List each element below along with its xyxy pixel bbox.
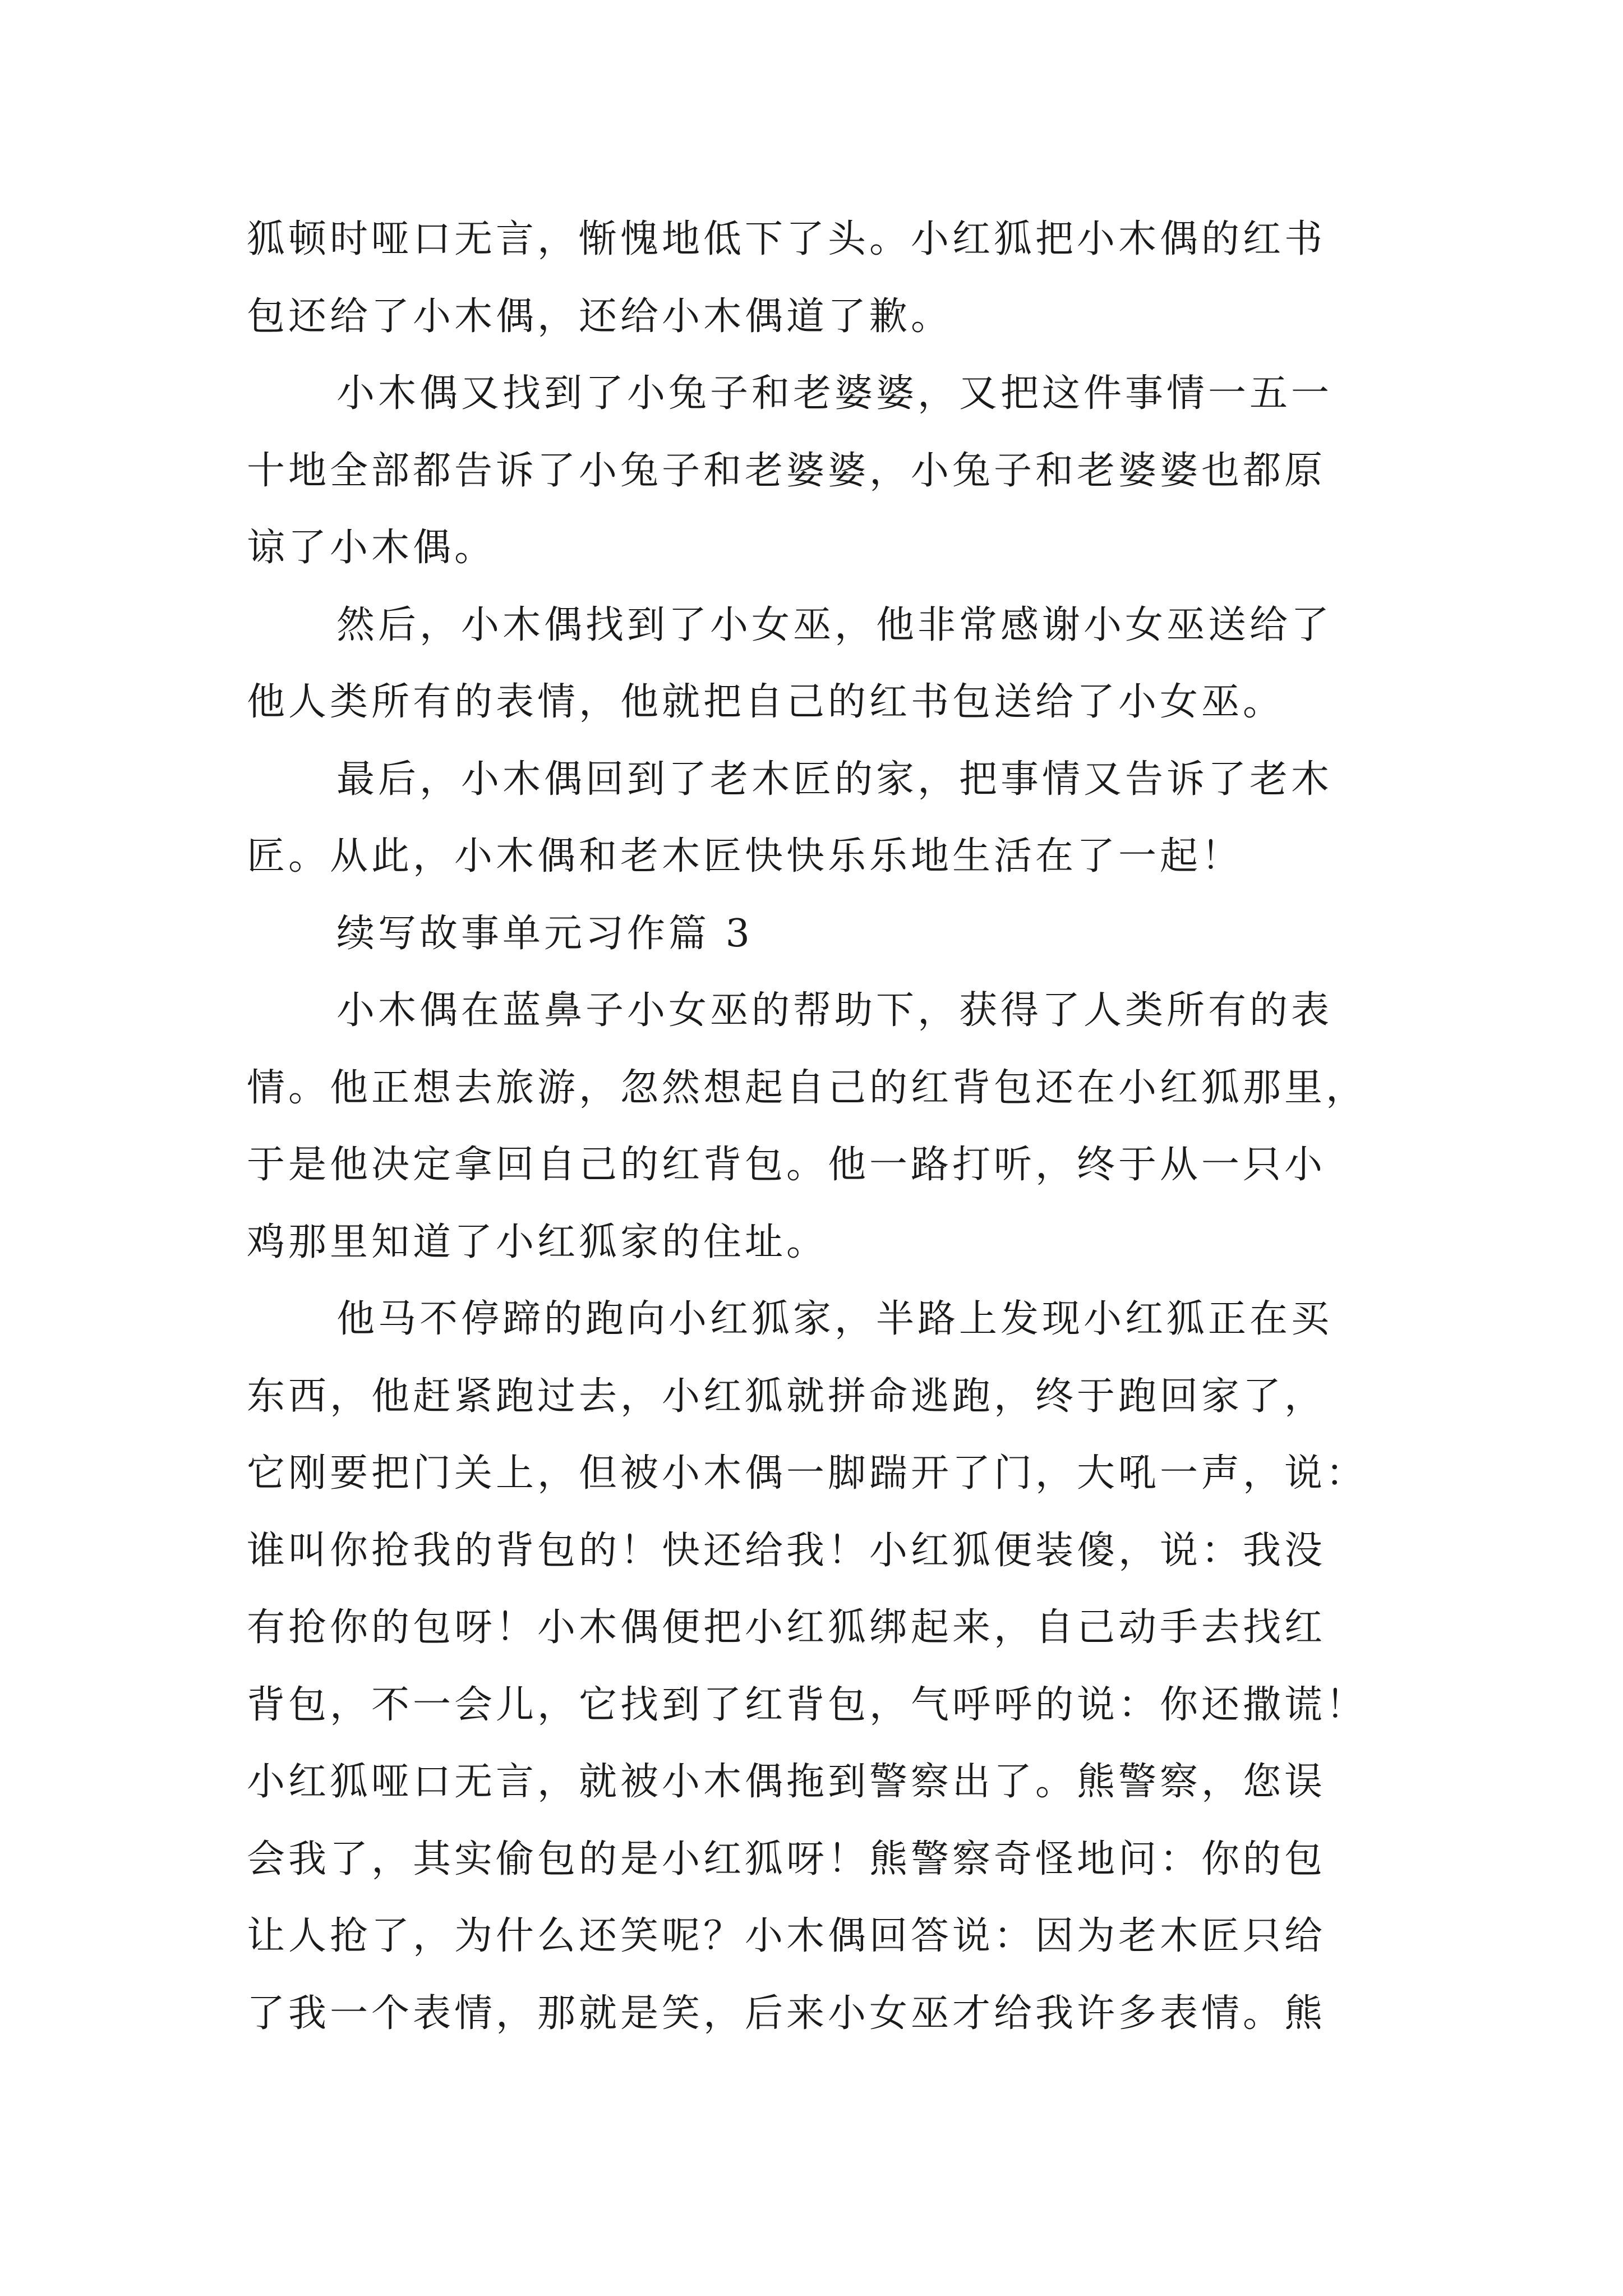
text-line: 于是他决定拿回自己的红背包。他一路打听，终于从一只小 <box>247 1143 1326 1187</box>
text-line: 背包，不一会儿，它找到了红背包，气呼呼的说：你还撒谎！ <box>247 1682 1368 1727</box>
text-line: 匠。从此，小木偶和老木匠快快乐乐地生活在了一起！ <box>247 834 1243 878</box>
text-line: 东西，他赶紧跑过去，小红狐就拼命逃跑，终于跑回家了， <box>247 1374 1326 1419</box>
text-line: 谅了小木偶。 <box>247 526 496 570</box>
paragraph-start-line: 然后，小木偶找到了小女巫，他非常感谢小女巫送给了 <box>336 602 1333 647</box>
paragraph-start-line: 他马不停蹄的跑向小红狐家，半路上发现小红狐正在买 <box>336 1297 1333 1341</box>
text-line: 会我了，其实偷包的是小红狐呀！熊警察奇怪地问：你的包 <box>247 1837 1326 1881</box>
text-line: 狐顿时哑口无言，惭愧地低下了头。小红狐把小木偶的红书 <box>247 217 1326 261</box>
paragraph-start-line: 最后，小木偶回到了老木匠的家，把事情又告诉了老木 <box>336 757 1333 802</box>
text-line: 了我一个表情，那就是笑，后来小女巫才给我许多表情。熊 <box>247 1991 1326 2036</box>
text-line: 谁叫你抢我的背包的！快还给我！小红狐便装傻，说：我没 <box>247 1528 1326 1573</box>
paragraph-start-line: 小木偶在蓝鼻子小女巫的帮助下，获得了人类所有的表 <box>336 988 1333 1033</box>
text-line: 他人类所有的表情，他就把自己的红书包送给了小女巫。 <box>247 680 1285 724</box>
story-text <box>247 201 1402 2052</box>
paragraph-start-line: 小木偶又找到了小兔子和老婆婆，又把这件事情一五一 <box>336 371 1333 416</box>
text-line: 包还给了小木偶，还给小木偶道了歉。 <box>247 294 953 339</box>
text-line: 它刚要把门关上，但被小木偶一脚踹开了门，大吼一声，说： <box>247 1451 1368 1496</box>
text-line: 让人抢了，为什么还笑呢？小木偶回答说：因为老木匠只给 <box>247 1914 1326 1958</box>
text-line: 小红狐哑口无言，就被小木偶拖到警察出了。熊警察，您误 <box>247 1760 1326 1804</box>
text-line: 十地全部都告诉了小兔子和老婆婆，小兔子和老婆婆也都原 <box>247 448 1326 493</box>
text-line: 有抢你的包呀！小木偶便把小红狐绑起来，自己动手去找红 <box>247 1605 1326 1650</box>
text-line: 鸡那里知道了小红狐家的住址。 <box>247 1220 828 1264</box>
section-heading: 续写故事单元习作篇 3 <box>336 911 753 956</box>
text-line: 情。他正想去旅游，忽然想起自己的红背包还在小红狐那里， <box>247 1065 1368 1110</box>
